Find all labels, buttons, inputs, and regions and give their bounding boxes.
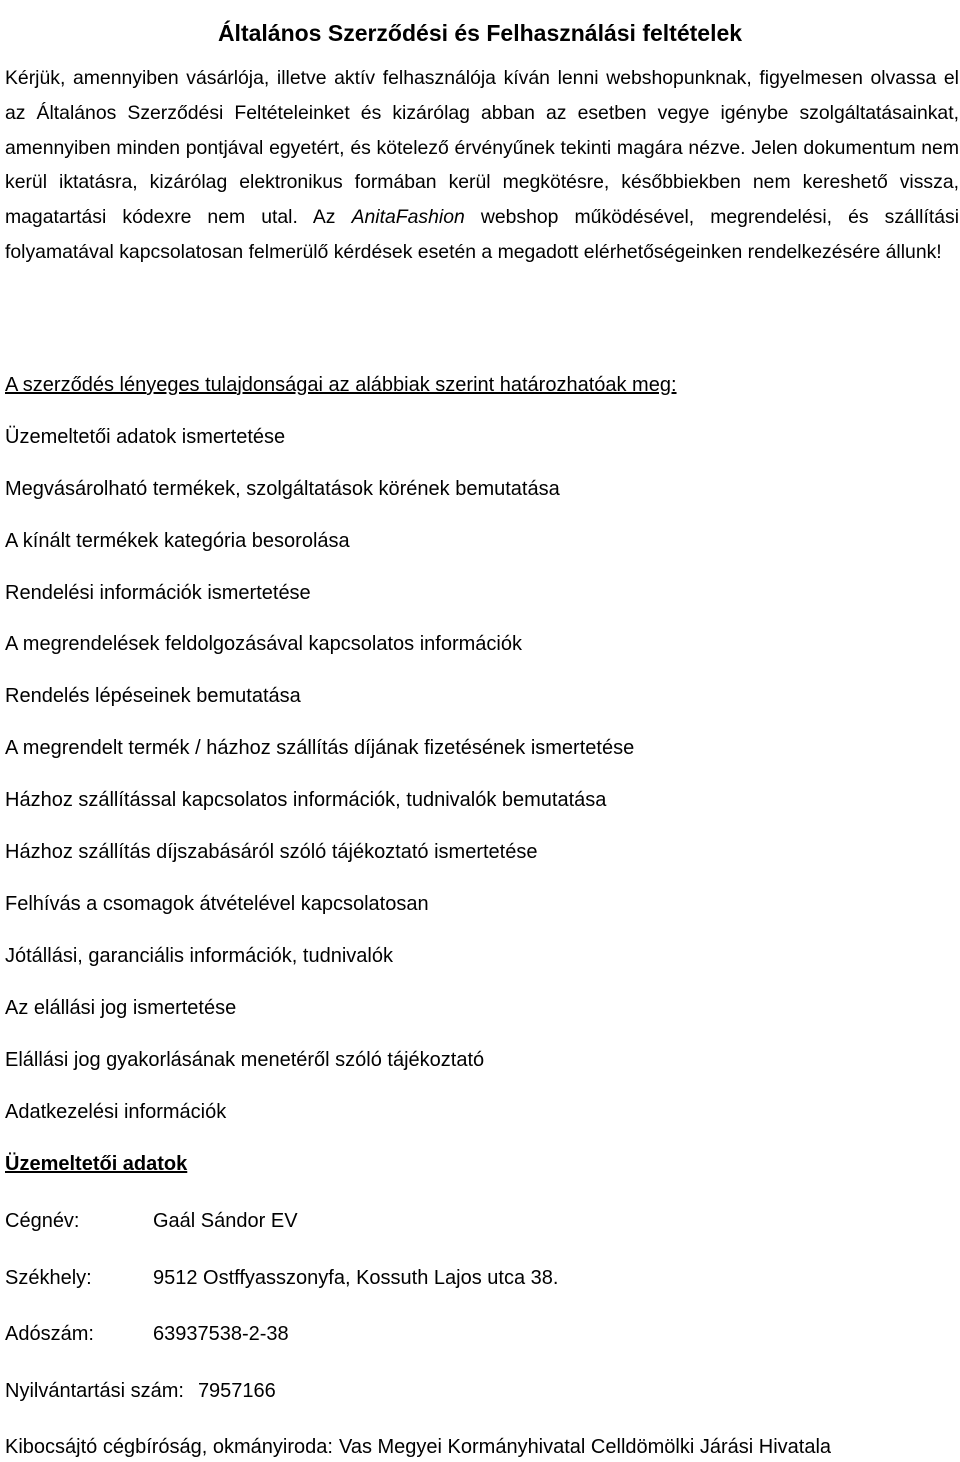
- field-value: Gaál Sándor EV: [153, 1210, 298, 1232]
- field-label: Kibocsájtó cégbíróság, okmányiroda:: [5, 1436, 333, 1458]
- toc-item: Adatkezelési információk: [5, 1101, 227, 1123]
- toc-item: Házhoz szállítás díjszabásáról szóló tájékoztató ismertetése: [5, 841, 538, 863]
- toc-item: Rendelési információk ismertetése: [5, 582, 311, 604]
- toc-item: Elállási jog gyakorlásának menetéről szóló tájékoztató: [5, 1049, 485, 1071]
- toc-item: A kínált termékek kategória besorolása: [5, 530, 350, 552]
- operator-field-headquarters: [5, 1264, 559, 1292]
- field-value: 7957166: [197, 1380, 276, 1402]
- brand-name: AnitaFashion: [351, 206, 465, 229]
- field-label: Adószám:: [5, 1323, 94, 1345]
- operator-heading: Üzemeltetői adatok: [5, 1153, 188, 1175]
- toc-item: A megrendelt termék / házhoz szállítás díjának fizetésének ismertetése: [5, 737, 635, 759]
- operator-field-company-name: [5, 1207, 298, 1235]
- operator-field-tax-number: [5, 1320, 289, 1348]
- toc-item: Rendelés lépéseinek bemutatása: [5, 685, 301, 707]
- toc-item: Üzemeltetői adatok ismertetése: [5, 426, 286, 448]
- intro-text-part1: Kérjük, amennyiben vásárlója, illetve aktív felhasználója kíván lenni webshopunknak, figyelmesen olvassa el az Általános Szerződési Feltételeinket és kizárólag abban az esetben vegye igénybe szolgáltatásainkat, amennyiben minden pontjával egyetért, és kötelező érvényűnek tekinti magára nézve. Jelen dokumentum nem kerül iktatásra, kizárólag elektronikus formában kerül megkötésre, későbbiekben nem kereshető vissza, magatartási kódexre nem utal. Az: [5, 67, 959, 229]
- field-label: Székhely:: [5, 1267, 92, 1289]
- toc-item: Jótállási, garanciális információk, tudnivalók: [5, 945, 393, 967]
- field-label: Cégnév:: [5, 1210, 80, 1232]
- toc-item: A megrendelések feldolgozásával kapcsolatos információk: [5, 633, 522, 655]
- toc-heading: A szerződés lényeges tulajdonságai az alábbiak szerint határozhatóak meg:: [5, 374, 677, 396]
- field-value: 9512 Ostffyasszonyfa, Kossuth Lajos utca 38.: [153, 1267, 559, 1289]
- intro-text-part2: webshop működésével, megrendelési, és szállítási folyamatával kapcsolatosan felmerülő kérdések esetén a megadott elérhetőségeinken rendelkezésére állunk!: [5, 206, 960, 263]
- intro-paragraph: [5, 61, 959, 270]
- field-label: Nyilvántartási szám:: [5, 1380, 184, 1402]
- document-title: Általános Szerződési és Felhasználási feltételek: [217, 20, 743, 47]
- toc-item: Megvásárolható termékek, szolgáltatások körének bemutatása: [5, 478, 560, 500]
- toc-item: Az elállási jog ismertetése: [5, 997, 237, 1019]
- toc-item: Felhívás a csomagok átvételével kapcsolatosan: [5, 893, 429, 915]
- operator-field-issuing-authority: [5, 1433, 831, 1461]
- operator-field-registration-number: [5, 1377, 276, 1405]
- field-value: Vas Megyei Kormányhivatal Celldömölki Járási Hivatala: [338, 1436, 832, 1458]
- field-value: 63937538-2-38: [153, 1323, 289, 1345]
- toc-item: Házhoz szállítással kapcsolatos információk, tudnivalók bemutatása: [5, 789, 607, 811]
